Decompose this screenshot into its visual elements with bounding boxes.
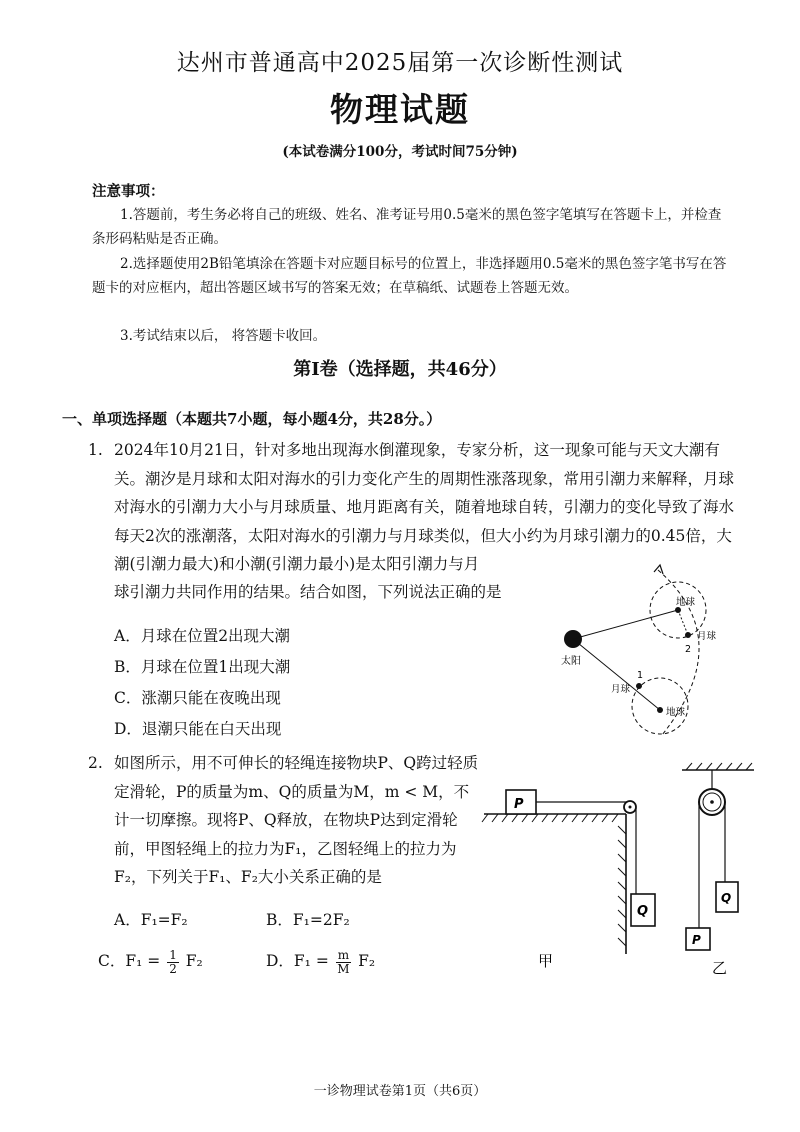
q2-option-d-denominator: M (337, 961, 350, 976)
q2-option-d-numerator: m (337, 947, 350, 962)
section-heading: 一、单项选择题（本题共7小题，每小题4分，共28分。） (62, 410, 442, 428)
earth-label-lower: 地球 (666, 707, 686, 718)
q1-number: 1. (88, 441, 103, 459)
q2-option-c-prefix: C．F₁ = (98, 952, 161, 970)
q2-figure-jia (478, 776, 668, 976)
q2-option-d-prefix: D．F₁ = (266, 952, 329, 970)
q2-option-d (266, 947, 375, 976)
q1-figure (548, 560, 748, 750)
block-p-label-jia: P (514, 797, 524, 812)
q2-option-d-fraction (336, 949, 351, 976)
q2-figure-yi (672, 760, 762, 980)
header-top-line: 达州市普通高中2025届第一次诊断性测试 (176, 50, 624, 76)
position-2-label: 2 (685, 644, 692, 655)
q2-option-c-suffix: F₂ (185, 952, 203, 970)
notice-heading: 注意事项： (92, 183, 165, 200)
part-heading: 第I卷（选择题，共46分） (293, 359, 507, 380)
sun-label: 太阳 (561, 656, 581, 667)
q1-text-main: 2024年10月21日，针对多地出现海水倒灌现象，专家分析，这一现象可能与天文大潮有关。潮汐是月球和太阳对海水的引力变化产生的周期性涨落现象，常用引潮力来解释，月球对海水的引潮力大小与月球质量、地月距离有关，随着地球自转，引潮力的变化导致了海水每天2次的涨潮落，太阳对海水的引潮力与月球类似，但大小约为月球引潮力的0.45倍，大潮(引潮力最大)和小潮(引潮力最小)是太阳引潮力与月 (114, 441, 735, 573)
q1-option-c: C．涨潮只能在夜晚出现 (114, 689, 281, 707)
label-jia: 甲 (538, 952, 554, 970)
q1-option-b: B．月球在位置1出现大潮 (114, 658, 291, 676)
q2-option-c-fraction (167, 949, 179, 976)
moon-label-lower: 月球 (611, 684, 631, 695)
q1-text-end: 球引潮力共同作用的结果。结合如图，下列说法正确的是 (114, 583, 502, 601)
q2-option-a: A．F₁=F₂ (114, 911, 188, 929)
block-p-label-yi: P (692, 933, 701, 947)
page-footer: 一诊物理试卷第1页（共6页） (313, 1084, 487, 1099)
moon-label-upper: 月球 (697, 631, 717, 642)
block-q-label-jia: Q (637, 904, 649, 919)
label-yi: 乙 (712, 959, 728, 977)
q1-option-a: A．月球在位置2出现大潮 (114, 627, 291, 645)
earth-label-upper: 地球 (676, 597, 696, 608)
page-title: 物理试题 (330, 90, 470, 129)
q1-option-d: D．退潮只能在白天出现 (114, 720, 282, 738)
orbit-arrow-icon (654, 565, 663, 574)
notice-item-3: 3.考试结束以后， 将答题卡收回。 (120, 328, 327, 344)
position-1-label: 1 (637, 670, 644, 681)
paper-meta: (本试卷满分100分，考试时间75分钟) (282, 144, 518, 160)
q2-number: 2. (88, 754, 103, 772)
notice-item-2: 2.选择题使用2B铅笔填涂在答题卡对应题目标号的位置上，非选择题用0.5毫米的黑色签字笔书写在答题卡的对应框内，超出答题区域书写的答案无效；在草稿纸、试题卷上答题无效。 (92, 256, 727, 296)
q2-option-c-denominator: 2 (169, 961, 177, 976)
q2-text: 如图所示，用不可伸长的轻绳连接物块P、Q跨过轻质定滑轮，P的质量为m、Q的质量为M，m < M，不计一切摩擦。现将P、Q释放，在物块P达到定滑轮前，甲图轻绳上的拉力为F₁，乙图轻绳上的拉力为F₂，下列关于F₁、F₂大小关系正确的是 (114, 754, 479, 886)
q2-option-c (98, 947, 203, 976)
moon-icon-pos1 (636, 683, 642, 689)
q2-option-c-numerator: 1 (169, 947, 177, 962)
q2-option-b: B．F₁=2F₂ (266, 911, 350, 929)
q2-option-d-suffix: F₂ (358, 952, 376, 970)
notice-item-1: 1.答题前，考生务必将自己的班级、姓名、准考证号用0.5毫米的黑色签字笔填写在答题卡上，并检查条形码粘贴是否正确。 (92, 207, 722, 247)
block-q-label-yi: Q (721, 891, 732, 905)
